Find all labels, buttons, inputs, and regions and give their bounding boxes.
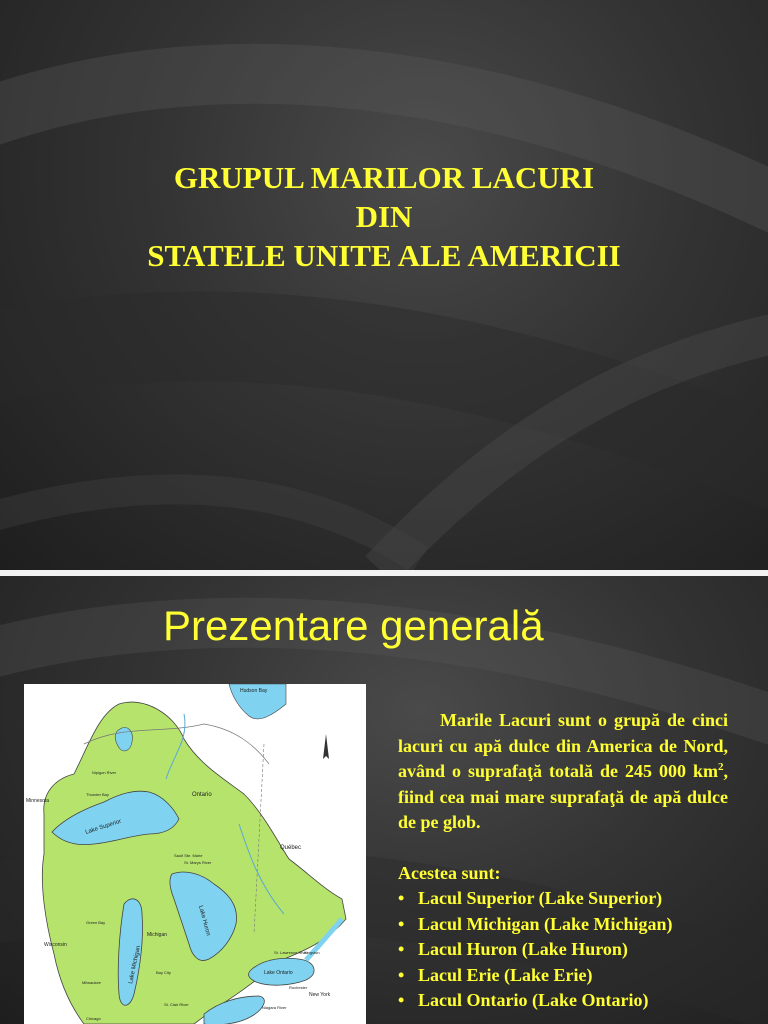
overview-text xyxy=(398,708,728,1014)
intro-paragraph xyxy=(398,708,728,836)
map-label: Thunder Bay xyxy=(86,792,109,797)
map-label: Lake Huron xyxy=(197,904,211,937)
map-label: Lake Ontario xyxy=(264,970,293,976)
great-lakes-map xyxy=(24,684,366,1024)
map-label: Niagara River xyxy=(262,1005,287,1010)
map-label: Minnesota xyxy=(26,798,50,804)
map-label: Wisconsin xyxy=(44,942,67,948)
map-label: Hudson Bay xyxy=(240,688,268,694)
map-label: St. Marys River xyxy=(184,860,212,865)
title-line: GRUPUL MARILOR LACURI xyxy=(173,160,595,195)
map-label: Chicago xyxy=(86,1016,101,1021)
map-label: Sault Ste. Marie xyxy=(174,853,203,858)
map-label: Lake Superior xyxy=(84,818,123,836)
list-item: • Lacul Erie (Lake Erie) xyxy=(398,963,728,989)
map-label: Québec xyxy=(280,845,302,851)
list-item: • Lacul Ontario (Lake Ontario) xyxy=(398,988,728,1014)
paragraph-text: Marile Lacuri sunt o grupă de cinci lacuri cu apă dulce din America de Nord, având o suprafaţă totală de 245 000 km xyxy=(398,710,728,781)
map-label: Rochester xyxy=(289,985,308,990)
map-label: Green Bay xyxy=(86,920,106,925)
lakes-list xyxy=(398,886,728,1014)
title-line: STATELE UNITE ALE AMERICII xyxy=(147,238,621,273)
map-label: Milwaukee xyxy=(82,980,101,985)
map-label: Nipigon River xyxy=(92,770,117,775)
map-label: Michigan xyxy=(147,932,168,938)
map-label: Kingston xyxy=(304,950,320,955)
map-label: Bay City xyxy=(156,970,171,975)
paragraph-text: , fiind cea mai mare suprafaţă de apă dulce de pe glob. xyxy=(398,761,728,832)
map-label: Ontario xyxy=(192,792,212,798)
list-item: • Lacul Huron (Lake Huron) xyxy=(398,937,728,963)
map-label: New York xyxy=(309,992,331,998)
list-item: • Lacul Michigan (Lake Michigan) xyxy=(398,912,728,938)
superscript: 2 xyxy=(718,761,724,773)
map-label: St. Lawrence River xyxy=(274,950,308,955)
slide-title xyxy=(0,158,768,275)
overview-slide xyxy=(0,576,768,1024)
slide-title: Prezentare generală xyxy=(163,602,544,649)
compass-icon xyxy=(323,734,329,759)
list-heading: Acestea sunt: xyxy=(398,862,501,883)
map-label: St. Clair River xyxy=(164,1002,189,1007)
list-item: • Lacul Superior (Lake Superior) xyxy=(398,886,728,912)
map-label: Lake Michigan xyxy=(128,945,143,985)
title-line: DIN xyxy=(355,199,413,234)
